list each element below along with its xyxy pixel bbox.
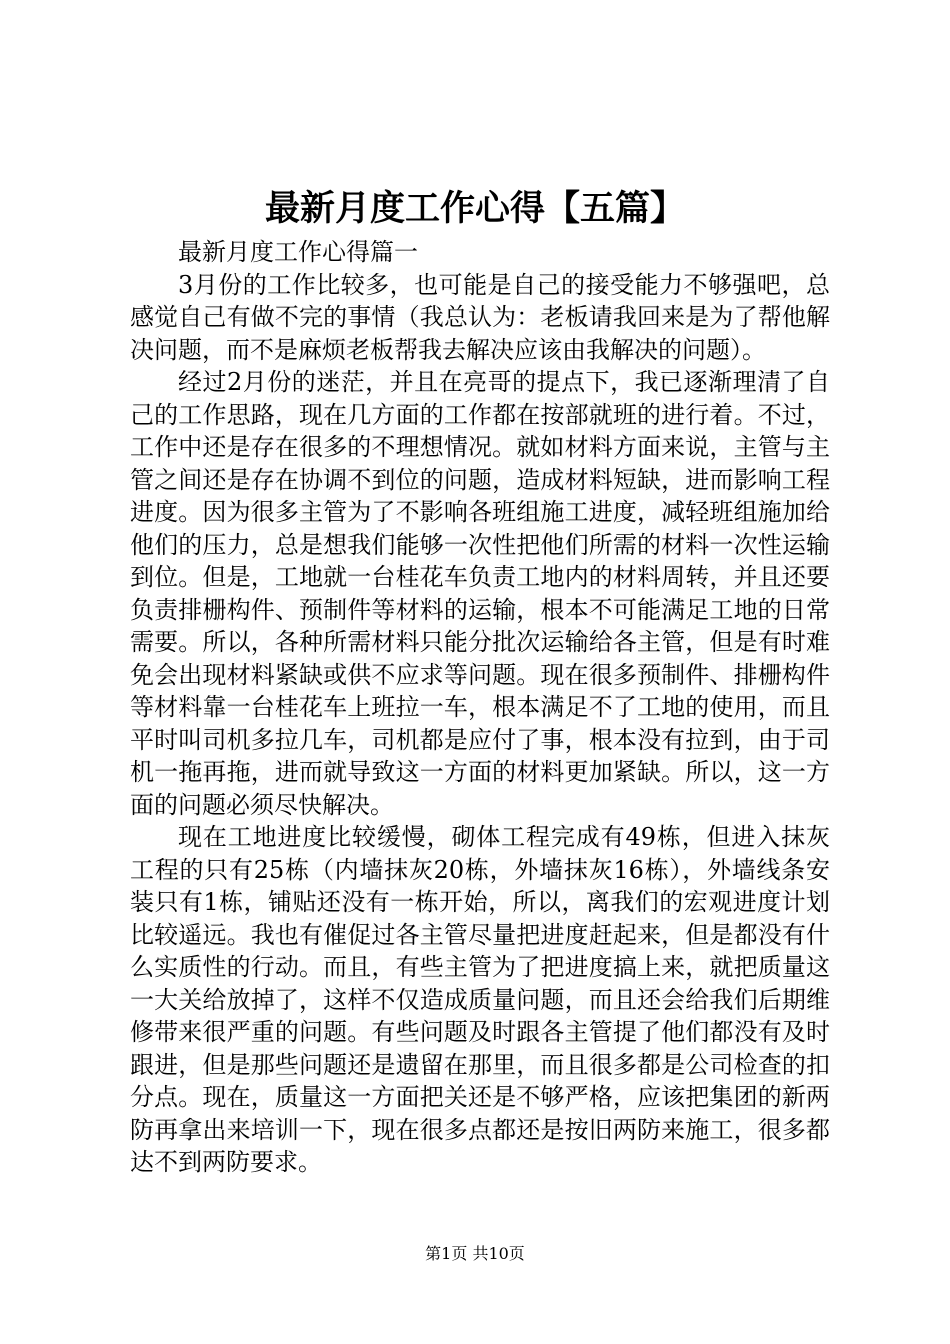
paragraph: 现在工地进度比较缓慢，砌体工程完成有49栋，但进入抹灰工程的只有25栋（内墙抹灰20栋，外墙抹灰16栋），外墙线条安装只有1栋，铺贴还没有一栋开始，所以，离我们的宏观进度计划比较遥远。我也有催促过各主管尽量把进度赶起来，但是都没有什么实质性的行动。而且，有些主管为了把进度搞上来，就把质量这一大关给放掉了，这样不仅造成质量问题，而且还会给我们后期维修带来很严重的问题。有些问题及时跟各主管提了他们都没有及时跟进，但是那些问题还是遗留在那里，而且很多都是公司检查的扣分点。现在，质量这一方面把关还是不够严格，应该把集团的新两防再拿出来培训一下，现在很多点都还是按旧两防来施工，很多都达不到两防要求。 (130, 823, 830, 1176)
page-footer: 第1页 共10页 (425, 1244, 525, 1263)
document-body (130, 236, 830, 1179)
document-title: 最新月度工作心得【五篇】 (264, 188, 685, 229)
paragraph: 3月份的工作比较多，也可能是自己的接受能力不够强吧，总感觉自己有做不完的事情（我总认为：老板请我回来是为了帮他解决问题，而不是麻烦老板帮我去解决应该由我解决的问题）。 (130, 270, 830, 364)
paragraph: 经过2月份的迷茫，并且在亮哥的提点下，我已逐渐理清了自己的工作思路，现在几方面的工作都在按部就班的进行着。不过，工作中还是存在很多的不理想情况。就如材料方面来说，主管与主管之间还是存在协调不到位的问题，造成材料短缺，进而影响工程进度。因为很多主管为了不影响各班组施工进度，减轻班组施加给他们的压力，总是想我们能够一次性把他们所需的材料一次性运输到位。但是，工地就一台桂花车负责工地内的材料周转，并且还要负责排栅构件、预制件等材料的运输，根本不可能满足工地的日常需要。所以，各种所需材料只能分批次运输给各主管，但是有时难免会出现材料紧缺或供不应求等问题。现在很多预制件、排栅构件等材料靠一台桂花车上班拉一车，根本满足不了工地的使用，而且平时叫司机多拉几车，司机都是应付了事，根本没有拉到，由于司机一拖再拖，进而就导致这一方面的材料更加紧缺。所以，这一方面的问题必须尽快解决。 (130, 368, 830, 819)
section-heading: 最新月度工作心得篇一 (178, 238, 418, 266)
